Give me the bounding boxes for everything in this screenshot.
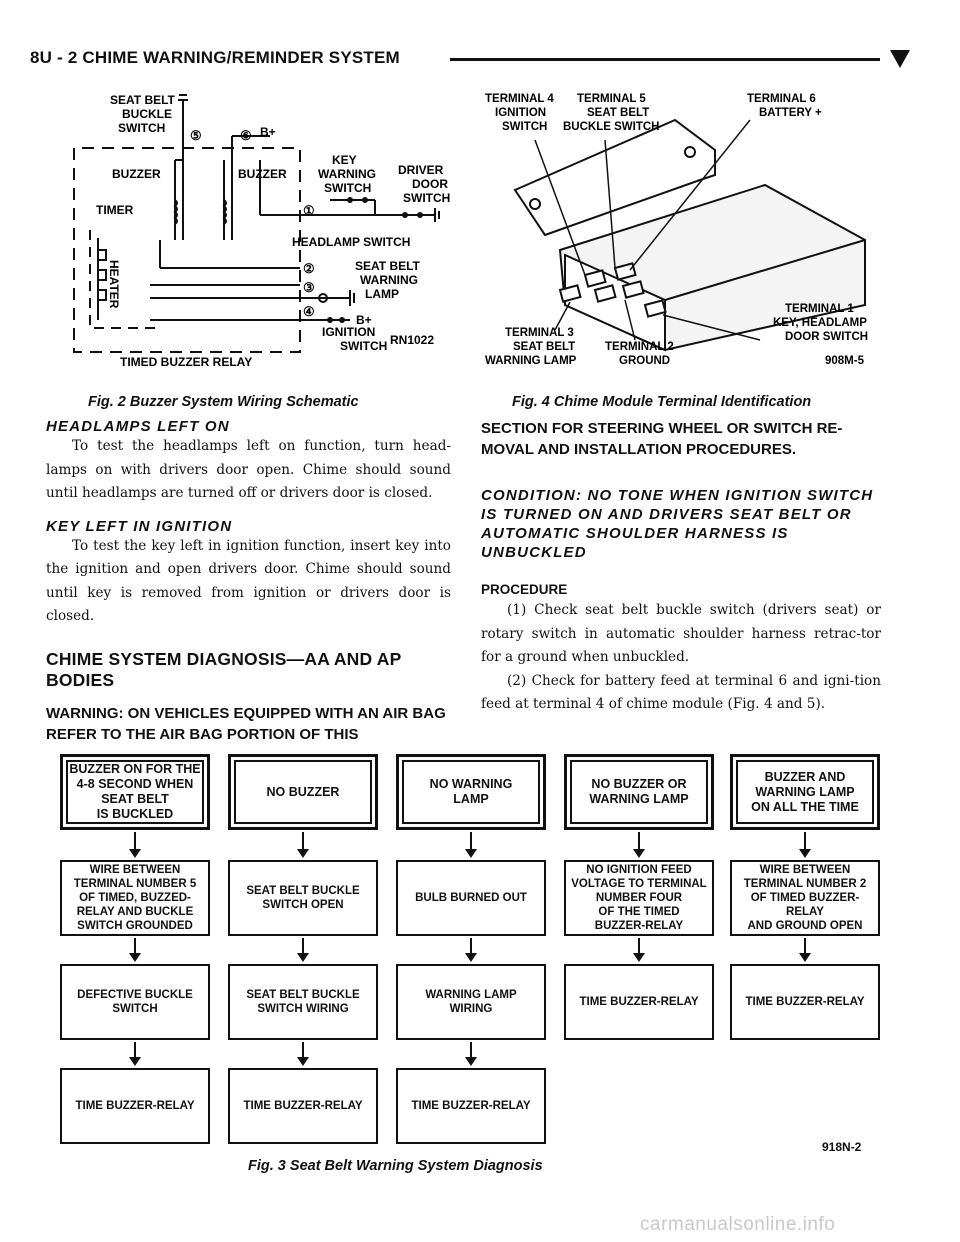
flow-line: SWITCH OPEN xyxy=(262,899,344,911)
label-terminal-5-seat-belt: SEAT BELT xyxy=(587,107,650,119)
fig2-caption: Fig. 2 Buzzer System Wiring Schematic xyxy=(88,394,359,410)
flow-line: AND GROUND OPEN xyxy=(747,920,863,932)
label-seat-belt: SEAT BELT xyxy=(110,93,175,107)
flow-line: NO WARNING xyxy=(429,777,513,791)
flow-col4-cause2 xyxy=(564,964,714,1040)
label-terminal-6: ⑥ xyxy=(240,128,252,143)
warning-airbag: WARNING: ON VEHICLES EQUIPPED WITH AN AIR BAG REFER TO THE AIR BAG PORTION OF THIS xyxy=(46,704,446,743)
flow-col3-symptom xyxy=(396,754,546,830)
condition-heading: CONDITION: NO TONE WHEN IGNITION SWITCH IS TURNED ON AND DRIVERS SEAT BELT OR AUTOMATIC SHOULDER HARNESS IS UNBUCKLED xyxy=(481,487,874,561)
paragraph-headlamps: To test the headlamps left on function, turn head-lamps on with drivers door open. Chime should sound until headlamps are turned off or drivers door is closed. xyxy=(46,438,451,501)
watermark: carmanualsonline.info xyxy=(640,1214,836,1235)
flow-arrow xyxy=(302,938,304,960)
left-column xyxy=(46,418,451,745)
label-terminal-3-lamp: WARNING LAMP xyxy=(485,355,577,367)
header-rule xyxy=(450,58,880,61)
flow-line: OF TIMED BUZZER-RELAY xyxy=(750,892,860,918)
flow-col1-cause3 xyxy=(60,1068,210,1144)
flow-line: SWITCH GROUNDED xyxy=(77,920,193,932)
label-terminal-1-door: DOOR SWITCH xyxy=(785,331,869,343)
label-terminal-6-battery: BATTERY + xyxy=(759,107,822,119)
label-terminal-2: ② xyxy=(303,261,315,276)
flow-arrow xyxy=(804,938,806,960)
label-terminal-2-title: TERMINAL 2 xyxy=(605,341,674,353)
label-terminal-1-key: KEY, HEADLAMP xyxy=(773,317,867,329)
flow-col3-cause3 xyxy=(396,1068,546,1144)
flow-line: WIRING xyxy=(449,1003,493,1015)
label-heater: HEATER xyxy=(107,260,121,309)
flow-col2-cause3 xyxy=(228,1068,378,1144)
heading-key-left-in-ignition: KEY LEFT IN IGNITION xyxy=(46,517,233,535)
fig2-schematic xyxy=(60,90,460,380)
paragraph-key: To test the key left in ignition function, insert key into the ignition and open drivers door. Chime should sound until key is removed from ignition or drivers door is closed. xyxy=(46,537,451,624)
flow-line: TIME BUZZER-RELAY xyxy=(745,996,865,1008)
chrysler-pentastar-icon xyxy=(890,50,910,68)
flow-line: BULB BURNED OUT xyxy=(415,892,527,904)
flow-col2-symptom xyxy=(228,754,378,830)
flow-line: NO IGNITION FEED xyxy=(586,864,692,876)
flow-line: WARNING LAMP xyxy=(755,784,855,799)
flow-col2-cause1 xyxy=(228,860,378,936)
fig3-flowchart xyxy=(60,754,880,1154)
flow-line: WARNING LAMP xyxy=(589,792,689,806)
flow-arrow xyxy=(302,1042,304,1064)
fig4-module xyxy=(485,90,885,380)
flow-line: WIRE BETWEEN xyxy=(759,864,851,876)
flow-line: VOLTAGE TO TERMINAL xyxy=(571,878,707,890)
flow-line: 4-8 SECOND WHEN xyxy=(76,777,194,791)
flow-line: TERMINAL NUMBER 2 xyxy=(743,878,867,890)
label-terminal-5: ⑤ xyxy=(190,128,202,143)
label-b-plus-bottom: B+ xyxy=(356,313,372,327)
label-lamp: LAMP xyxy=(365,287,399,301)
fig4-code: 908M-5 xyxy=(825,355,864,367)
flow-line: NO BUZZER OR xyxy=(591,777,687,791)
wiring-schematic-diagram xyxy=(60,90,460,380)
flow-line: BUZZER ON FOR THE xyxy=(69,762,201,776)
flow-arrow xyxy=(302,832,304,856)
label-driver: DRIVER xyxy=(398,163,444,177)
label-terminal-1-title: TERMINAL 1 xyxy=(785,303,854,315)
label-terminal-5-buckle: BUCKLE SWITCH xyxy=(563,121,660,133)
label-terminal-3-seat-belt: SEAT BELT xyxy=(513,341,576,353)
page-header xyxy=(30,44,930,74)
procedure-step-1: (1) Check seat belt buckle switch (drivers seat) or rotary switch in automatic shoulder harness retrac-tor for a ground when unbuckled. xyxy=(481,602,881,665)
flow-line: TIME BUZZER-RELAY xyxy=(75,1100,195,1112)
label-ignition-switch: SWITCH xyxy=(340,339,388,353)
flow-col4-cause1 xyxy=(564,860,714,936)
flow-line: OF TIMED, BUZZED- xyxy=(79,892,191,904)
label-buckle: BUCKLE xyxy=(122,107,172,121)
flow-arrow xyxy=(134,832,136,856)
label-timer: TIMER xyxy=(96,203,134,217)
flow-line: ON ALL THE TIME xyxy=(751,799,859,814)
flow-line: TIME BUZZER-RELAY xyxy=(411,1100,531,1112)
label-terminal-4-switch: SWITCH xyxy=(502,121,548,133)
flow-line: DEFECTIVE BUCKLE xyxy=(77,989,193,1001)
label-door: DOOR xyxy=(412,177,448,191)
flow-arrow xyxy=(470,1042,472,1064)
label-terminal-3-title: TERMINAL 3 xyxy=(505,327,574,339)
flow-col1-cause2 xyxy=(60,964,210,1040)
page-title: 8U - 2 CHIME WARNING/REMINDER SYSTEM xyxy=(30,48,400,67)
label-door-switch: SWITCH xyxy=(403,191,451,205)
flow-col3-cause2 xyxy=(396,964,546,1040)
label-ignition: IGNITION xyxy=(322,325,376,339)
flow-col1-cause1 xyxy=(60,860,210,936)
flow-arrow xyxy=(134,1042,136,1064)
flow-line: SWITCH xyxy=(112,1003,158,1015)
right-column xyxy=(481,418,881,717)
flow-line: SEAT BELT BUCKLE xyxy=(246,989,360,1001)
label-terminal-4-title: TERMINAL 4 xyxy=(485,93,554,105)
flow-arrow xyxy=(638,832,640,856)
label-key-switch: SWITCH xyxy=(324,181,372,195)
flow-col5-cause2 xyxy=(730,964,880,1040)
flow-line: SEAT BELT BUCKLE xyxy=(246,885,360,897)
procedure-heading: PROCEDURE xyxy=(481,582,568,597)
flow-line: TIME BUZZER-RELAY xyxy=(243,1100,363,1112)
procedure-step-2: (2) Check for battery feed at terminal 6 and igni-tion feed at terminal 4 of chime module (Fig. 4 and 5). xyxy=(481,672,881,712)
heading-chime-diagnosis: CHIME SYSTEM DIAGNOSIS—AA AND AP BODIES xyxy=(46,648,402,690)
fig3-caption: Fig. 3 Seat Belt Warning System Diagnosis xyxy=(248,1158,543,1174)
flow-col4-symptom xyxy=(564,754,714,830)
flow-line: WARNING LAMP xyxy=(425,989,517,1001)
flow-arrow xyxy=(804,832,806,856)
label-terminal-2-ground: GROUND xyxy=(619,355,671,367)
flow-line: LAMP xyxy=(453,792,489,806)
flow-line: OF THE TIMED xyxy=(598,906,680,918)
label-timed-buzzer-relay: TIMED BUZZER RELAY xyxy=(120,355,253,369)
label-terminal-4-ignition: IGNITION xyxy=(495,107,547,119)
flow-col3-cause1 xyxy=(396,860,546,936)
label-buzzer-right: BUZZER xyxy=(238,167,287,181)
flow-arrow xyxy=(470,832,472,856)
label-terminal-3: ③ xyxy=(303,280,315,295)
label-key-warning: WARNING xyxy=(318,167,376,181)
flow-col5-cause1 xyxy=(730,860,880,936)
flow-line: NO BUZZER xyxy=(266,784,340,799)
chime-module-diagram xyxy=(485,90,885,380)
fig3-code: 918N-2 xyxy=(822,1140,862,1154)
flow-line: SWITCH WIRING xyxy=(257,1003,349,1015)
label-terminal-5-title: TERMINAL 5 xyxy=(577,93,646,105)
label-b-plus-top: B+ xyxy=(260,125,276,139)
label-warning: WARNING xyxy=(360,273,418,287)
flow-line: WIRE BETWEEN xyxy=(89,864,181,876)
flow-arrow xyxy=(638,938,640,960)
label-key: KEY xyxy=(332,153,357,167)
flow-line: IS BUCKLED xyxy=(96,807,174,821)
flow-col5-symptom xyxy=(730,754,880,830)
flow-col1-symptom xyxy=(60,754,210,830)
flow-line: SEAT BELT xyxy=(101,792,169,806)
warning-continued: SECTION FOR STEERING WHEEL OR SWITCH RE-MOVAL AND INSTALLATION PROCEDURES. xyxy=(481,420,843,458)
label-seat-belt-lamp: SEAT BELT xyxy=(355,259,420,273)
label-switch: SWITCH xyxy=(118,121,166,135)
flow-line: BUZZER-RELAY xyxy=(594,920,684,932)
flow-line: TERMINAL NUMBER 5 xyxy=(73,878,197,890)
flow-line: TIME BUZZER-RELAY xyxy=(579,996,699,1008)
flow-arrow xyxy=(134,938,136,960)
fig2-code: RN1022 xyxy=(390,333,435,347)
heading-headlamps-left-on: HEADLAMPS LEFT ON xyxy=(46,418,230,435)
flow-line: RELAY AND BUCKLE xyxy=(76,906,194,918)
label-terminal-1: ① xyxy=(303,203,315,218)
label-buzzer-left: BUZZER xyxy=(112,167,161,181)
label-headlamp-switch: HEADLAMP SWITCH xyxy=(292,235,411,249)
flow-col2-cause2 xyxy=(228,964,378,1040)
flow-arrow xyxy=(470,938,472,960)
label-terminal-6-title: TERMINAL 6 xyxy=(747,93,816,105)
label-terminal-4: ④ xyxy=(303,304,315,319)
fig4-caption: Fig. 4 Chime Module Terminal Identification xyxy=(512,394,812,410)
flow-line: NUMBER FOUR xyxy=(595,892,683,904)
flow-line: BUZZER AND xyxy=(764,769,846,784)
